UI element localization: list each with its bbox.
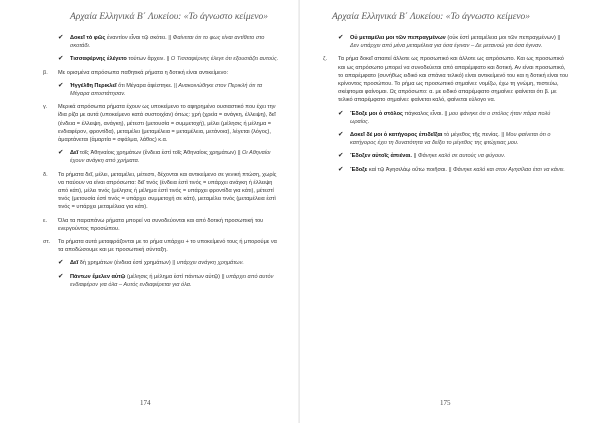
item-text: Τα ρήματα αυτά μεταφράζονται με το ρήμα υπάρχει + το υποκείμενό τους ή μπορούμε να τα αποδώσουμε και με προσωπική σύνταξη.	[58, 239, 277, 254]
page-number: 174	[140, 399, 151, 407]
checkmark-icon: ✔	[338, 34, 344, 41]
checkmark-icon: ✔	[58, 55, 64, 63]
list-item	[40, 217, 282, 233]
example-bullet: ✔ Δεῖ δὴ χρημάτων (ένδεια ἐστὶ χρημάτων) || υπάρχει ανάγκη χρημάτων.	[58, 259, 244, 267]
example-bullet: ✔ Ἔδοξε μοι ὁ στόλος πάγκαλος εἶναι. || μου φάνηκε ότι ο στόλος ήταν πάρα πολύ ωραίος.	[338, 109, 551, 125]
running-head: Αρχαία Ελληνικά Β΄ Λυκείου: «Το άγνωστο κείμενο»	[70, 12, 269, 22]
checkmark-icon: ✔	[58, 34, 64, 41]
list-item	[40, 238, 282, 254]
list-item	[320, 55, 570, 104]
item-marker: ε.	[43, 217, 48, 224]
checkmark-icon: ✔	[338, 131, 344, 139]
item-marker: β.	[43, 69, 48, 76]
checkmark-icon: ✔	[58, 259, 64, 267]
page-body	[40, 34, 282, 294]
example-bullet: ✔ Ἔδοξε καὶ τῷ Ἀγησιλάῳ οὕτω ποιῆσαι. || Φάνηκε καλό και στον Αγησίλαο έτσι να κάνει.	[338, 165, 565, 173]
example-bullet: ✔ Πάντων ἔμελεν αὐτῷ (μέλησις ή μέλημα ἐστὶ πάντων αὐτῷ) || υπάρχει από αυτόν ενδιαφέρον για όλα – Αυτός ενδιαφέρεται για όλα.	[58, 272, 274, 288]
example-bullet: ✔ Ἠγγέλθη Περικλεῖ ὅτι Μέγαρα ἀφέστηκε. || Ανακοινώθηκε στον Περικλή ότι τα Μέγαρα αποστάτησαν.	[58, 81, 263, 98]
item-marker: στ.	[43, 239, 51, 246]
right-page	[300, 0, 600, 423]
checkmark-icon: ✔	[338, 165, 344, 173]
page-number: 175	[440, 399, 451, 407]
list-item	[40, 69, 282, 77]
item-text: Μερικά απρόσωπα ρήματα έχουν ως υποκείμενο το αφηρημένο ουσιαστικό που έχει την ίδια ρίζα με αυτά (υποκείμενο κατά συστοιχίαν) όπως: χρή (χρεία = ανάγκη, έλλειψη), δεῖ (ένδεια = έλλειψη, ανάγκη), μέτεστι (μετουσία = συμμετοχή), μέλει (μέλησις ή μέλημα = ενδιαφέρον, φροντίδα), μεταμέλει (μεταμέλεια = μεταμέλεια, μετάνοια), λέγεται (λόγος), ἁμαρτάνεται (ἁμαρτία = σφάλμα, λάθος) κ.α.	[58, 104, 276, 144]
list-item	[40, 171, 282, 212]
running-head: Αρχαία Ελληνικά Β΄ Λυκείου: «Το άγνωστο κείμενο»	[332, 12, 531, 22]
item-text: Τα ρήμα δοκεῖ απαιτεί άλλοτε ως προσωπικό και άλλοτε ως απρόσωπο. Και ως προσωπικό και ως απρόσωπο μπορεί να συνοδεύεται από απαρέμφατο και δοτική. Αν είναι προσωπικό, το απαρέμφατο (συνήθως ειδικό και σπάνια τελικό) είναι αντικείμενό του και η δοτική είναι του κρίνοντος προσώπου. Το ρήμα ως προσωπικό σημαίνει: νομίζω, έχω τη γνώμη, πιστεύω, σκέφτομαι φαίνομαι. Ως απρόσωπο: α. με ειδικό απαρέμφατο σημαίνει: φαίνεται ότι β. με τελικό απαρέμφατο σημαίνει: φαίνεται καλό, φαίνεται εύλογο να.	[338, 56, 569, 104]
checkmark-icon: ✔	[58, 149, 64, 157]
page-body	[320, 34, 570, 179]
item-text: Με ορισμένα απρόσωπα παθητικά ρήματα η δοτική είναι αντικείμενο:	[58, 69, 229, 76]
checkmark-icon: ✔	[338, 152, 344, 160]
list-item	[40, 103, 282, 144]
example-bullet: ✔ Τισσαφέρνης ἐλέγετο τούτων ἄρχειν. || Ο Τισσαφέρνης έλεγε ότι εξουσιάζει αυτούς.	[58, 55, 279, 63]
item-marker: ζ.	[323, 56, 328, 63]
checkmark-icon: ✔	[58, 272, 64, 280]
example-bullet: ✔ Δεῖ τοῖς Ἀθηναίοις χρημάτων (ἔνδεια ἐστὶ τοῖς Ἀθηναίοις χρημάτων) || Οι Αθηναίοι έχουν ανάγκη από χρήματα.	[58, 149, 271, 165]
checkmark-icon: ✔	[338, 109, 344, 117]
item-text: Τα ρήματα δεῖ, μέλει, μεταμέλει, μέτεστι, δέχονται και αντικείμενο σε γενική πτώση, χωρίς να παύουν να είναι απρόσωπα: δεῖ τινός (ένδεια ἐστὶ τινός = υπάρχει ανάγκη ή έλλειψη από κάτι), μέλει τινός (μέλησις ή μέλημα ἐστὶ τινός = υπάρχει φροντίδα για κάτι), μέτεστί τινός (μετουσία ἐστὶ τινός = υπάρχει συμμετοχή σε κάτι), μεταμέλει τινός (μεταμέλεια ἐστὶ τινός = υπάρχει μεταμέλεια για κάτι).	[58, 171, 277, 211]
checkmark-icon: ✔	[58, 81, 64, 89]
item-marker: γ.	[43, 104, 48, 111]
example-bullet: ✔ Οὐ μεταμέλει μοι τῶν πεπραγμένων (οὐκ ἐστὶ μεταμέλεια μοι τῶν πεπραγμένων) || Δεν υπάρχει από μένα μεταμέλεια για όσα έγιναν – Δε μετανοώ για όσα έγιναν.	[338, 34, 561, 50]
example-bullet: ✔ Δοκεῖ τὸ φῶς ἐναντίον εἶναι τῷ σκότει. || Φαίνεται ότι το φως είναι αντίθετο στο σκοτάδι.	[58, 34, 265, 50]
item-text: Όλα τα παραπάνω ρήματα μπορεί να συνοδεύονται και από δοτική προσωπική του ενεργούντος προσώπου.	[58, 217, 264, 232]
example-bullet: ✔ Ἔδοξεν αὐτοῖς ἀπιέναι. || Φάνηκε καλό σε αυτούς να φύγουν.	[338, 152, 506, 160]
example-bullet: ✔ Δοκεῖ δέ μοι ὁ κατήγορος ἐπιδεῖξαι τὸ μέγεθος τῆς πενίας. || Μου φαίνεται ότι ο κατήγορος έχει τη δυνατότητα να δείξει το μέγεθος της φτώχειας μου.	[338, 131, 551, 147]
item-marker: δ.	[43, 171, 48, 178]
